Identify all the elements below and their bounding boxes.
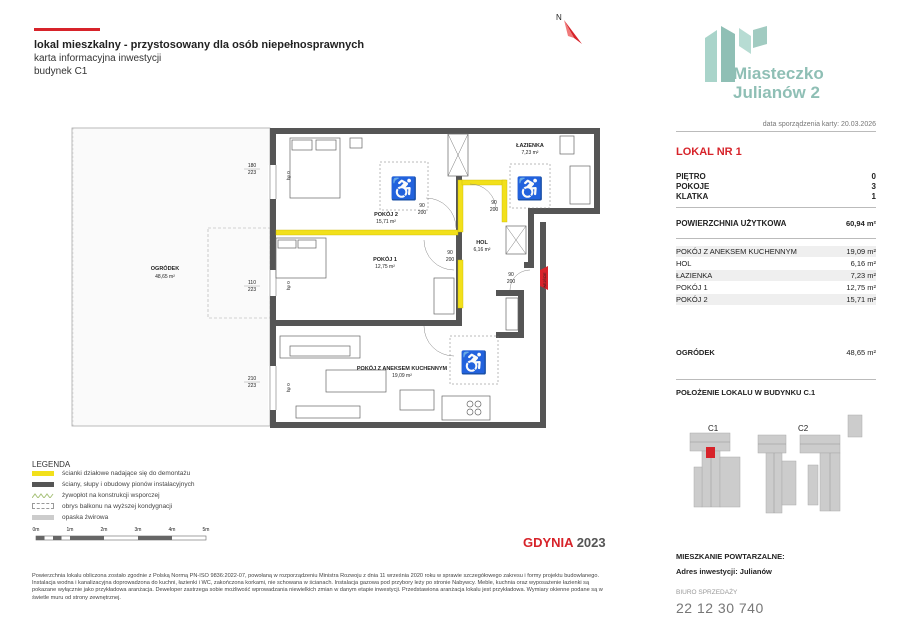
page-title: lokal mieszkalny - przystosowany dla osób niepełnosprawnych xyxy=(34,39,365,51)
floor-height-label: hp 0 xyxy=(286,281,291,290)
floor-height-label: hp 0 xyxy=(286,383,291,392)
door-width: 90 xyxy=(447,250,453,256)
floor-value: 0 xyxy=(871,172,876,181)
accessibility-icon: ♿ xyxy=(460,350,488,375)
divider xyxy=(676,379,876,380)
kitchen-counter xyxy=(442,396,490,420)
plan-garden-area: 48,65 m² xyxy=(155,274,175,280)
plan-bath-label: ŁAZIENKA xyxy=(516,143,544,149)
logo-line-2: Julianów 2 xyxy=(733,83,820,102)
legend-item xyxy=(32,468,332,478)
room-row xyxy=(676,270,876,281)
position-title: POŁOŻENIE LOKALU W BUDYNKU C.1 xyxy=(676,388,816,397)
room-name: ŁAZIENKA xyxy=(676,271,713,280)
table xyxy=(400,390,434,410)
legend-swatch-gravel xyxy=(32,515,54,520)
staircase-label: KLATKA xyxy=(676,192,709,201)
accessibility-icon: ♿ xyxy=(516,176,544,201)
investment-address: Adres inwestycji: Julianów xyxy=(676,567,772,576)
legend-swatch-balcony xyxy=(32,503,54,509)
legend-label: obrys balkonu na wyższej kondygnacji xyxy=(62,502,173,510)
legend-item xyxy=(32,479,332,489)
scale-tick: 5m xyxy=(202,527,210,533)
door-width: 90 xyxy=(419,203,425,209)
room-area: 12,75 m² xyxy=(846,283,876,292)
room-area: 6,16 m² xyxy=(850,259,876,268)
date-text: data sporządzenia karty: 20.03.2026 xyxy=(762,121,876,128)
floor-row xyxy=(676,172,876,181)
legend-swatch-yellow xyxy=(32,471,54,476)
garden-value: 48,65 m² xyxy=(846,348,876,357)
floor-label: PIĘTRO xyxy=(676,172,706,181)
usable-area-label: POWIERZCHNIA UŻYTKOWA xyxy=(676,219,787,228)
compass-label: N xyxy=(556,13,562,22)
entry-label: WEJŚCIE xyxy=(543,272,547,288)
room-name: POKÓJ Z ANEKSEM KUCHENNYM xyxy=(676,247,797,256)
logo-wordmark xyxy=(733,64,824,102)
scale-bar xyxy=(32,524,222,546)
room-name: POKÓJ 1 xyxy=(676,283,708,292)
usable-area-row xyxy=(676,219,876,228)
legend-label: ścianki działowe nadające się do demontażu xyxy=(62,469,191,477)
window-width: 110 xyxy=(248,280,256,286)
floor-plan xyxy=(40,120,615,445)
lokal-title: LOKAL NR 1 xyxy=(676,146,742,158)
plan-hol-area: 6,16 m² xyxy=(473,247,491,253)
plan-hol-label: HOL xyxy=(476,240,488,246)
plan-garden-label: OGRÓDEK xyxy=(150,266,180,272)
legend-label: ściany, słupy i obudowy pionów instalacyjnych xyxy=(62,480,195,488)
footer-disclaimer: Powierzchnia lokalu obliczona zostało zgodnie z Polską Normą PN-ISO 9836:2022-07, powołaną w rozporządzeniu Ministra Rozwoju z dnia 11 września 2020 roku w sprawie szczegółowego zakresu i formy projektu budowlanego. Instalacja wodna i kanalizacyjna doprowadzona do kuchni, łazienki i WC, zakończona korkami, nie schowana w ścianach. Instalacja gazowa pod przybory leży po stronie Nabywcy. Meble, kuchnia oraz wyposażenie łazienki są pokazane wyłącznie jako przykładowa aranżacja. Deweloper zastrzega sobie możliwość wprowadzania niewielkich zmian w danym etapie inwestycji. Przedstawiona aranżacja lokalu jest przykładowa. Wymiary okienne podane są w świetle muru od strony zewnętrznej. xyxy=(32,573,603,601)
scale-tick: 1m xyxy=(66,527,74,533)
door-height: 200 xyxy=(417,210,427,216)
divider xyxy=(676,131,876,132)
door-width: 90 xyxy=(508,272,514,278)
page-subtitle: karta informacyjna inwestycji xyxy=(34,53,162,64)
room-row xyxy=(676,246,876,257)
room-row xyxy=(676,294,876,305)
legend-item xyxy=(32,490,332,500)
rooms-count-value: 3 xyxy=(871,182,876,191)
building-c1-label: C1 xyxy=(708,424,719,433)
accessibility-icon: ♿ xyxy=(390,176,418,201)
plan-room2-label: POKÓJ 2 xyxy=(374,212,398,218)
plan-bath-area: 7,23 m² xyxy=(521,150,539,156)
scale-tick: 2m xyxy=(100,527,108,533)
header-accent-bar xyxy=(34,28,100,31)
city-brand xyxy=(523,535,606,550)
building-label: budynek C1 xyxy=(34,66,88,77)
building-c2-label: C2 xyxy=(798,424,809,433)
plan-room1-area: 12,75 m² xyxy=(375,264,395,270)
room-row xyxy=(676,282,876,293)
window-height: 223 xyxy=(247,287,257,293)
legend-label: żywopłot na konstrukcji wsporczej xyxy=(62,491,160,499)
legend-swatch-dark xyxy=(32,482,54,487)
door-height: 200 xyxy=(489,207,499,213)
divider xyxy=(676,207,876,208)
city-name: GDYNIA xyxy=(523,535,574,550)
garden-row xyxy=(676,348,876,357)
scale-tick: 0m xyxy=(32,527,40,533)
scale-tick: 4m xyxy=(168,527,176,533)
room-name: HOL xyxy=(676,259,692,268)
room-name: POKÓJ 2 xyxy=(676,295,708,304)
room-area: 19,09 m² xyxy=(846,247,876,256)
plan-room2-area: 15,71 m² xyxy=(376,219,396,225)
compass-icon xyxy=(552,10,592,50)
legend-title: LEGENDA xyxy=(32,460,71,469)
room-row xyxy=(676,258,876,269)
building-key-plan xyxy=(680,405,880,535)
repeatable-apartment-label: MIESZKANIE POWTARZALNE: xyxy=(676,552,785,561)
garden-label: OGRÓDEK xyxy=(676,348,715,357)
usable-area-value: 60,94 m² xyxy=(845,219,876,228)
scale-tick: 3m xyxy=(134,527,142,533)
window-height: 223 xyxy=(247,170,257,176)
plan-kitchen-area: 19,09 m² xyxy=(392,373,412,379)
logo-line-1: Miasteczko xyxy=(733,64,824,83)
sales-office-label: BIURO SPRZEDAŻY xyxy=(676,589,738,596)
floor-height-label: hp 0 xyxy=(286,171,291,180)
legend-swatch-hedge xyxy=(32,493,54,498)
legend-item xyxy=(32,501,332,511)
rooms-count-row xyxy=(676,182,876,191)
staircase-row xyxy=(676,192,876,201)
staircase-value: 1 xyxy=(871,192,876,201)
room-area: 15,71 m² xyxy=(846,295,876,304)
apartment-location-marker xyxy=(706,447,715,458)
room-area: 7,23 m² xyxy=(850,271,876,280)
window-height: 223 xyxy=(247,383,257,389)
door-height: 200 xyxy=(506,279,516,285)
window-width: 180 xyxy=(247,163,257,169)
sales-phone[interactable]: 22 12 30 740 xyxy=(676,600,764,616)
door-width: 90 xyxy=(491,200,497,206)
divider xyxy=(676,238,876,239)
plan-kitchen-label: POKÓJ Z ANEKSEM KUCHENNYM xyxy=(356,366,448,372)
city-year: 2023 xyxy=(576,535,606,550)
door-height: 200 xyxy=(445,257,455,263)
table xyxy=(326,370,386,392)
window-width: 210 xyxy=(247,376,257,382)
plan-room1-label: POKÓJ 1 xyxy=(373,257,397,263)
legend-label: opaska żwirowa xyxy=(62,513,109,521)
legend-item xyxy=(32,512,332,522)
rooms-count-label: POKOJE xyxy=(676,182,710,191)
